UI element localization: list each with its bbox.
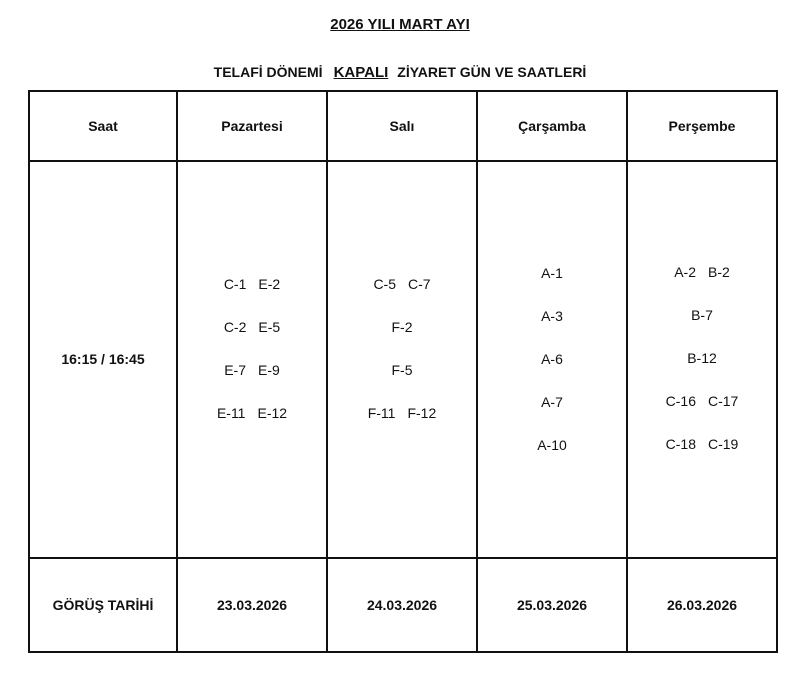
group-code: E-9 [258, 362, 280, 379]
group-code: E-12 [257, 405, 288, 422]
table-body-row [29, 161, 777, 557]
group-line [478, 295, 626, 338]
date-persembe: 26.03.2026 [627, 558, 777, 652]
group-code: A-2 [674, 264, 696, 281]
group-code: B-12 [687, 350, 717, 367]
group-line [628, 380, 776, 423]
visit-schedule-table [28, 90, 778, 653]
group-code: F-5 [391, 361, 413, 378]
group-line [628, 423, 776, 466]
group-code: B-7 [691, 307, 713, 324]
group-code: C-16 [665, 393, 696, 410]
group-code: F-2 [391, 318, 413, 335]
group-line [178, 263, 326, 306]
group-code: E-11 [216, 405, 246, 422]
group-line [628, 251, 776, 294]
group-code: A-3 [541, 307, 563, 324]
subtitle-emphasis: KAPALI [333, 64, 389, 81]
time-slot-cell: 16:15 / 16:45 [29, 161, 177, 557]
groups-sali [327, 161, 477, 557]
group-code: E-2 [258, 276, 281, 293]
document-title: 2026 YILI MART AYI [330, 16, 470, 33]
group-code: E-7 [224, 362, 246, 379]
footer-label: GÖRÜŞ TARİHİ [29, 558, 177, 652]
subtitle-prefix: TELAFİ DÖNEMİ [213, 64, 323, 80]
document-subtitle [0, 62, 800, 83]
group-line [178, 306, 326, 349]
table-header-row [29, 91, 777, 161]
header-carsamba: Çarşamba [477, 91, 627, 161]
group-code: C-18 [665, 436, 696, 453]
group-line [478, 424, 626, 467]
header-persembe: Perşembe [627, 91, 777, 161]
header-saat: Saat [29, 91, 177, 161]
group-line [328, 263, 476, 306]
group-line [628, 337, 776, 380]
subtitle-suffix: ZİYARET GÜN VE SAATLERİ [397, 64, 587, 80]
group-code: C-17 [708, 393, 739, 410]
date-carsamba: 25.03.2026 [477, 558, 627, 652]
groups-carsamba [477, 161, 627, 557]
group-code: F-11 [367, 404, 396, 421]
group-code: A-1 [541, 264, 563, 281]
date-sali: 24.03.2026 [327, 558, 477, 652]
group-line [478, 252, 626, 295]
group-line [178, 349, 326, 392]
group-line [178, 392, 326, 435]
group-code: C-7 [408, 275, 431, 292]
group-line [328, 349, 476, 392]
group-code: B-2 [708, 264, 730, 281]
group-code: A-7 [541, 393, 563, 410]
group-line [328, 306, 476, 349]
group-code: A-10 [537, 436, 567, 453]
group-code: E-5 [258, 319, 281, 336]
group-code: C-19 [708, 436, 739, 453]
group-code: C-2 [223, 319, 247, 336]
group-code: C-1 [223, 276, 247, 293]
date-pazartesi: 23.03.2026 [177, 558, 327, 652]
group-code: A-6 [541, 350, 563, 367]
table-footer-row [29, 558, 777, 652]
group-code: F-12 [407, 404, 437, 421]
groups-pazartesi [177, 161, 327, 557]
group-line [478, 381, 626, 424]
group-line [328, 392, 476, 435]
group-line [628, 294, 776, 337]
group-code: C-5 [373, 275, 396, 292]
header-pazartesi: Pazartesi [177, 91, 327, 161]
groups-persembe [627, 161, 777, 557]
group-line [478, 338, 626, 381]
header-sali: Salı [327, 91, 477, 161]
